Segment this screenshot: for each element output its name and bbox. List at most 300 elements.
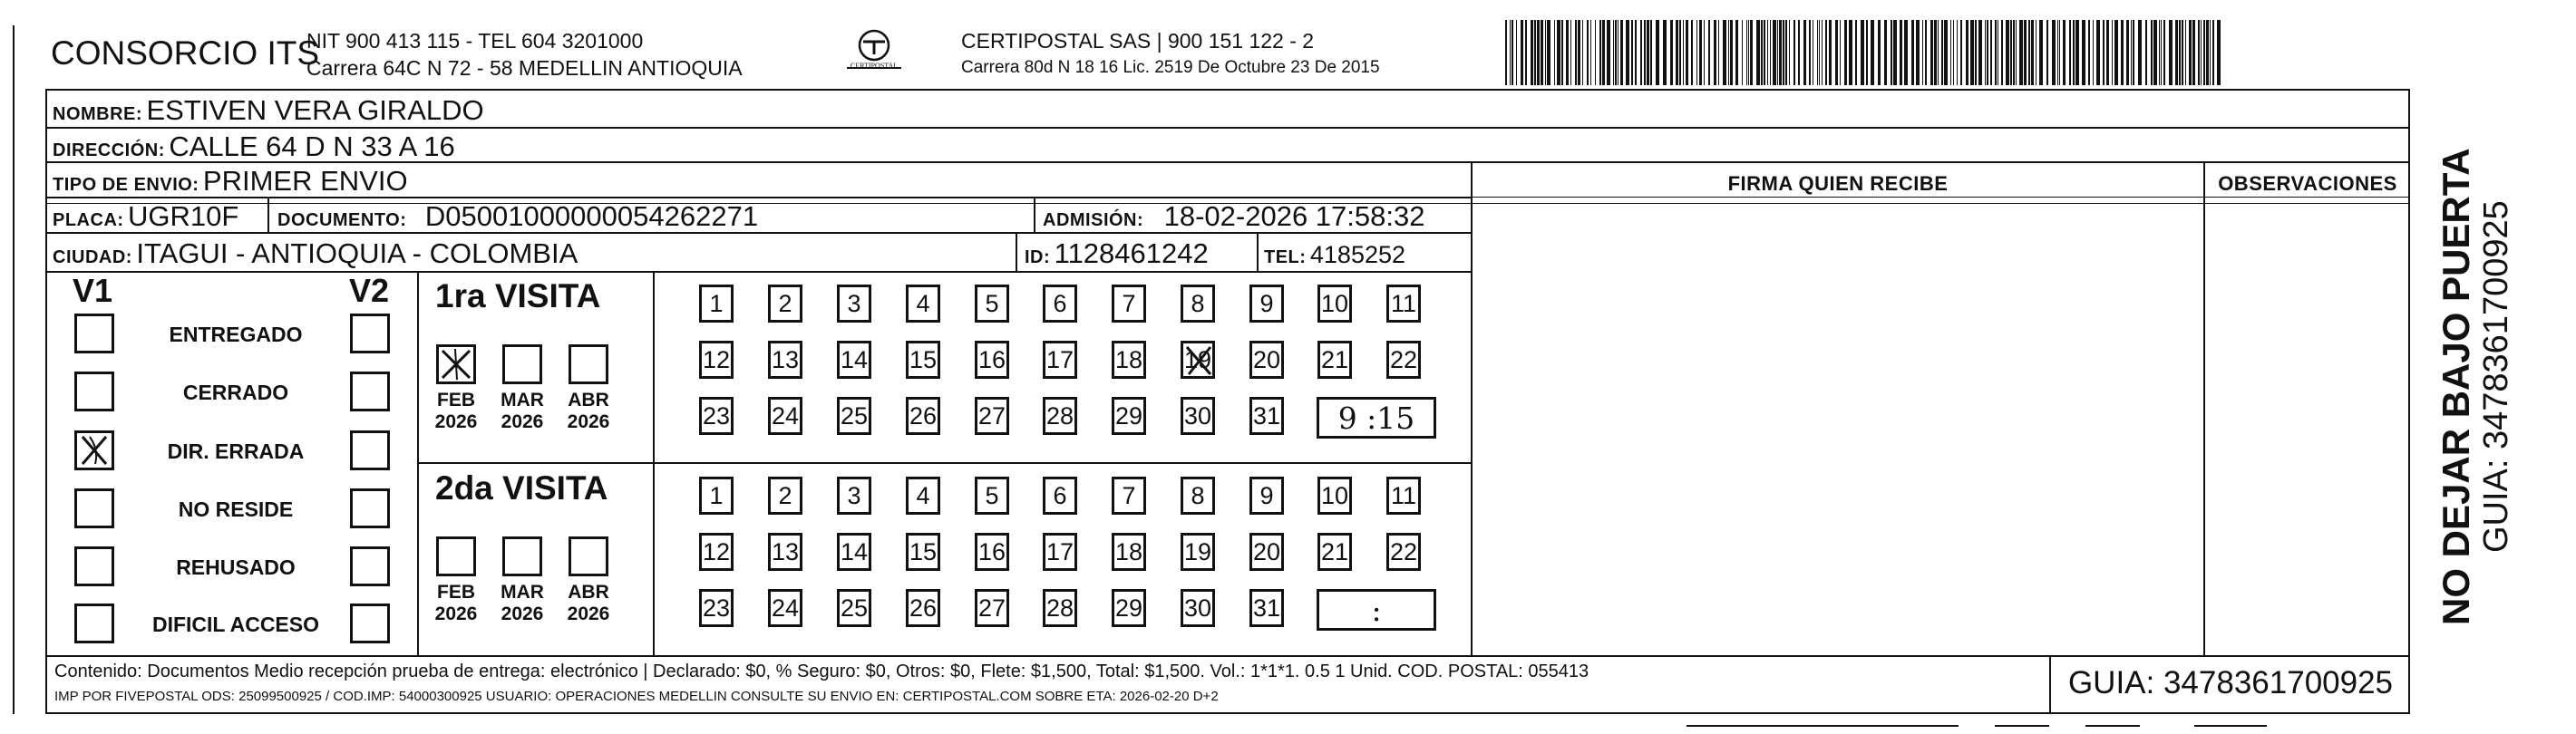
barcode-bar — [1904, 20, 1908, 85]
direccion-value: CALLE 64 D N 33 A 16 — [169, 130, 455, 162]
barcode-bar — [1521, 20, 1523, 85]
barcode-bar — [1635, 20, 1637, 85]
barcode-bar — [1510, 20, 1511, 85]
nombre-label: NOMBRE: — [53, 104, 143, 124]
barcode-bar — [1950, 20, 1951, 85]
day-label: 10 — [1320, 481, 1349, 509]
nombre-value: ESTIVEN VERA GIRALDO — [146, 94, 484, 126]
barcode-bar — [1534, 20, 1536, 85]
barcode-bar — [1817, 20, 1818, 85]
v2-checkbox[interactable] — [350, 546, 390, 586]
status-option-label: NO RESIDE — [178, 497, 294, 521]
barcode-bar — [2075, 20, 2079, 85]
col-divider — [1016, 232, 1017, 271]
day-box[interactable] — [699, 285, 734, 323]
barcode-bar — [2182, 20, 2183, 85]
day-label: 25 — [840, 401, 869, 430]
barcode-bar — [1541, 20, 1543, 85]
day-label: 2 — [778, 481, 792, 509]
day-box[interactable] — [768, 477, 802, 515]
day-box[interactable] — [837, 533, 871, 571]
v1-checkbox[interactable] — [74, 430, 114, 470]
day-box[interactable] — [1043, 589, 1077, 627]
observaciones-area[interactable] — [2207, 205, 2408, 653]
day-label: 19 — [1183, 345, 1212, 373]
day-box[interactable] — [906, 341, 940, 379]
barcode-bar — [1893, 20, 1897, 85]
day-box[interactable] — [1181, 285, 1215, 323]
barcode-bar — [1525, 20, 1527, 85]
month-label: FEB — [437, 582, 475, 603]
day-label: 26 — [909, 594, 938, 622]
day-label: 13 — [771, 345, 800, 373]
day-box[interactable] — [699, 589, 734, 627]
day-box[interactable] — [975, 533, 1009, 571]
day-label: 23 — [702, 401, 731, 430]
barcode-bar — [1531, 20, 1533, 85]
barcode-bar — [1934, 20, 1937, 85]
day-label: 1 — [709, 289, 724, 317]
barcode-bar — [1825, 20, 1827, 85]
day-label: 20 — [1252, 537, 1281, 565]
month-label: FEB — [437, 390, 475, 410]
v1-checkbox[interactable] — [74, 546, 114, 586]
barcode-bar — [1922, 20, 1923, 85]
barcode-bar — [1595, 20, 1596, 85]
month-label: MAR — [501, 582, 544, 603]
barcode-bar — [1696, 20, 1697, 85]
day-box[interactable] — [906, 397, 940, 435]
visit-time-value: : — [1371, 592, 1382, 628]
barcode — [1505, 20, 2231, 85]
barcode-bar — [2112, 20, 2113, 85]
barcode-bar — [2217, 20, 2221, 85]
barcode-bar — [1975, 20, 1977, 85]
month-year-label: 2026 — [567, 411, 610, 432]
day-box[interactable] — [906, 285, 940, 323]
company-name: CONSORCIO ITS — [51, 34, 320, 72]
day-box[interactable] — [837, 285, 871, 323]
barcode-bar — [1978, 20, 1982, 85]
documento-row — [277, 200, 758, 233]
day-box[interactable] — [975, 477, 1009, 515]
barcode-bar — [1587, 20, 1589, 85]
day-box[interactable] — [699, 477, 734, 515]
day-box[interactable] — [1249, 477, 1284, 515]
barcode-bar — [2031, 20, 2034, 85]
day-label: 14 — [840, 537, 869, 565]
day-box[interactable] — [1317, 285, 1352, 323]
day-label: 24 — [771, 401, 800, 430]
barcode-bar — [1718, 20, 1719, 85]
day-box[interactable] — [1043, 477, 1077, 515]
barcode-bar — [1679, 20, 1681, 85]
day-box[interactable] — [768, 285, 802, 323]
day-label: 17 — [1045, 537, 1074, 565]
barcode-bar — [2052, 20, 2056, 85]
ciudad-row — [53, 237, 578, 270]
tipo-label: TIPO DE ENVIO: — [53, 175, 199, 195]
day-box[interactable] — [1249, 589, 1284, 627]
month-checkbox[interactable] — [436, 536, 476, 576]
month-checkbox[interactable] — [569, 536, 608, 576]
day-box[interactable] — [837, 589, 871, 627]
barcode-bar — [1728, 20, 1729, 85]
barcode-bar — [1547, 20, 1550, 85]
day-cross-mark — [1183, 343, 1214, 384]
barcode-bar — [1590, 20, 1591, 85]
day-box[interactable] — [1112, 341, 1146, 379]
v2-checkbox[interactable] — [350, 430, 390, 470]
footer-guia: GUIA: 3478361700925 — [2067, 665, 2394, 700]
v2-checkbox[interactable] — [350, 314, 390, 353]
bottom-cut-line — [2194, 725, 2267, 727]
barcode-bar — [2069, 20, 2071, 85]
barcode-bar — [1866, 20, 1868, 85]
visit-title: 2da VISITA — [435, 469, 608, 507]
signature-area[interactable] — [1474, 205, 2202, 653]
documento-label: DOCUMENTO: — [277, 210, 407, 230]
month-label: ABR — [568, 582, 609, 603]
barcode-bar — [1578, 20, 1580, 85]
status-option-label: REHUSADO — [176, 555, 296, 579]
placa-row — [53, 200, 238, 233]
col-divider — [2203, 161, 2205, 655]
nombre-row — [53, 94, 484, 127]
col-divider — [1257, 232, 1259, 271]
barcode-bar — [1545, 20, 1546, 85]
barcode-bar — [1615, 20, 1617, 85]
barcode-bar — [1640, 20, 1642, 85]
admision-row — [1043, 200, 1424, 233]
barcode-bar — [2151, 20, 2153, 85]
barcode-bar — [2001, 20, 2003, 85]
check-mark-icon — [439, 347, 473, 381]
barcode-bar — [2133, 20, 2134, 85]
v1-checkbox[interactable] — [74, 488, 114, 528]
barcode-bar — [1607, 20, 1610, 85]
check-mark-icon — [77, 433, 112, 468]
barcode-bar — [1822, 20, 1823, 85]
v2-header: V2 — [349, 272, 390, 309]
day-label: 9 — [1259, 481, 1274, 509]
barcode-bar — [1884, 20, 1887, 85]
direccion-label: DIRECCIÓN: — [53, 140, 165, 160]
day-box[interactable] — [1249, 341, 1284, 379]
bottom-cut-line — [1687, 725, 1959, 727]
barcode-bar — [1764, 20, 1765, 85]
barcode-bar — [2016, 20, 2017, 85]
barcode-bar — [1670, 20, 1673, 85]
day-label: 25 — [840, 594, 869, 622]
placa-label: PLACA: — [53, 210, 124, 230]
direccion-row — [53, 130, 455, 163]
month-checkbox[interactable] — [569, 344, 608, 384]
barcode-bar — [1953, 20, 1954, 85]
v1-checkbox[interactable] — [74, 314, 114, 353]
day-box[interactable] — [1112, 397, 1146, 435]
day-box[interactable] — [1181, 397, 1215, 435]
barcode-bar — [1557, 20, 1560, 85]
day-label: 21 — [1320, 537, 1349, 565]
barcode-bar — [1613, 20, 1614, 85]
barcode-bar — [2024, 20, 2027, 85]
v1-checkbox[interactable] — [74, 604, 114, 643]
row-divider — [1471, 197, 2410, 198]
day-box[interactable] — [768, 341, 802, 379]
barcode-bar — [2185, 20, 2186, 85]
barcode-bar — [2073, 20, 2075, 85]
day-box[interactable] — [1112, 285, 1146, 323]
barcode-bar — [1995, 20, 1997, 85]
row-divider — [45, 271, 1473, 273]
barcode-bar — [1626, 20, 1629, 85]
barcode-bar — [2131, 20, 2132, 85]
month-year-label: 2026 — [567, 604, 610, 624]
day-label: 17 — [1045, 345, 1074, 373]
day-box[interactable] — [837, 341, 871, 379]
day-label: 19 — [1183, 537, 1212, 565]
status-option-label: CERRADO — [182, 381, 289, 404]
barcode-bar — [1683, 20, 1684, 85]
day-label: 5 — [985, 289, 999, 317]
barcode-bar — [1554, 20, 1555, 85]
ciudad-label: CIUDAD: — [53, 247, 132, 267]
day-label: 18 — [1114, 345, 1143, 373]
visit-title: 1ra VISITA — [435, 277, 601, 314]
barcode-bar — [1704, 20, 1705, 85]
barcode-bar — [2203, 20, 2205, 85]
day-box[interactable] — [1181, 589, 1215, 627]
footer-imp: IMP POR FIVEPOSTAL ODS: 25099500925 / COD.IMP: 54000300925 USUARIO: OPERACIONES MEDELLIN CONSULTE SU ENVIO EN: CERTIPOSTAL.COM SOBRE ETA: 2026-02-20 D+2 — [54, 689, 1219, 704]
barcode-bar — [2179, 20, 2181, 85]
status-option-label: DIR. ERRADA — [167, 439, 305, 463]
v2-checkbox[interactable] — [350, 488, 390, 528]
visit-time-box[interactable] — [1317, 397, 1436, 439]
tel-row — [1264, 241, 1405, 269]
day-box[interactable] — [768, 533, 802, 571]
day-box[interactable] — [1181, 477, 1215, 515]
visit-divider — [417, 462, 1473, 464]
day-label: 31 — [1252, 401, 1281, 430]
v2-checkbox[interactable] — [350, 372, 390, 411]
day-box[interactable] — [906, 533, 940, 571]
day-label: 21 — [1320, 345, 1349, 373]
barcode-bar — [1599, 20, 1601, 85]
day-box[interactable] — [1181, 533, 1215, 571]
side-guia: GUIA: 3478361700925 — [2477, 200, 2515, 553]
barcode-bar — [1699, 20, 1702, 85]
day-box[interactable] — [975, 341, 1009, 379]
barcode-bar — [2088, 20, 2090, 85]
barcode-bar — [1676, 20, 1678, 85]
barcode-bar — [2013, 20, 2015, 85]
id-row — [1025, 237, 1209, 270]
v1-checkbox[interactable] — [74, 372, 114, 411]
tipo-value: PRIMER ENVIO — [202, 165, 408, 197]
day-box[interactable] — [1386, 533, 1421, 571]
day-box[interactable] — [975, 397, 1009, 435]
barcode-bar — [1785, 20, 1787, 85]
day-box[interactable] — [837, 397, 871, 435]
day-box[interactable] — [1249, 533, 1284, 571]
day-box[interactable] — [1386, 285, 1421, 323]
barcode-bar — [1656, 20, 1659, 85]
barcode-bar — [2201, 20, 2202, 85]
day-box[interactable] — [1043, 285, 1077, 323]
day-label: 11 — [1390, 289, 1417, 317]
certipostal-logo-icon — [841, 27, 907, 82]
day-label: 26 — [909, 401, 938, 430]
day-label: 6 — [1053, 481, 1067, 509]
observaciones-header: OBSERVACIONES — [2218, 172, 2397, 195]
barcode-bar — [2212, 20, 2214, 85]
day-label: 13 — [771, 537, 800, 565]
day-box[interactable] — [1386, 341, 1421, 379]
barcode-bar — [2093, 20, 2094, 85]
status-option-label: DIFICIL ACCESO — [151, 613, 319, 636]
barcode-bar — [1777, 20, 1778, 85]
day-box[interactable] — [1317, 477, 1352, 515]
day-box[interactable] — [1043, 397, 1077, 435]
day-label: 4 — [916, 481, 930, 509]
day-box[interactable] — [1112, 533, 1146, 571]
barcode-bar — [1748, 20, 1749, 85]
day-label: 29 — [1114, 401, 1143, 430]
day-box[interactable] — [1043, 533, 1077, 571]
barcode-bar — [2106, 20, 2109, 85]
barcode-bar — [1849, 20, 1852, 85]
day-label: 22 — [1389, 345, 1418, 373]
barcode-bar — [1746, 20, 1747, 85]
admision-label: ADMISIÓN: — [1043, 210, 1144, 230]
day-box[interactable] — [975, 285, 1009, 323]
barcode-bar — [1891, 20, 1892, 85]
barcode-bar — [1835, 20, 1838, 85]
day-box[interactable] — [768, 397, 802, 435]
barcode-bar — [1960, 20, 1962, 85]
day-label: 12 — [702, 345, 731, 373]
barcode-bar — [2189, 20, 2192, 85]
tipo-row — [53, 165, 408, 198]
day-box[interactable] — [1112, 477, 1146, 515]
barcode-bar — [1561, 20, 1563, 85]
day-label: 9 — [1259, 289, 1274, 317]
barcode-bar — [2169, 20, 2173, 85]
barcode-bar — [1925, 20, 1927, 85]
day-box[interactable] — [1112, 589, 1146, 627]
day-label: 22 — [1389, 537, 1418, 565]
visit-time-box[interactable] — [1317, 589, 1436, 631]
day-box[interactable] — [1317, 341, 1352, 379]
day-label: 27 — [977, 594, 1006, 622]
logo-text: CERTIPOSTAL — [850, 62, 899, 70]
barcode-bar — [1783, 20, 1784, 85]
barcode-bar — [1844, 20, 1847, 85]
barcode-bar — [1570, 20, 1571, 85]
barcode-bar — [1987, 20, 1988, 85]
barcode-bar — [1944, 20, 1948, 85]
day-box[interactable] — [1043, 341, 1077, 379]
barcode-bar — [2059, 20, 2060, 85]
barcode-bar — [1938, 20, 1939, 85]
tel-label: TEL: — [1264, 247, 1307, 267]
barcode-bar — [1990, 20, 1992, 85]
barcode-bar — [2206, 20, 2209, 85]
day-label: 20 — [1252, 345, 1281, 373]
day-box[interactable] — [1181, 341, 1215, 379]
month-checkbox[interactable] — [502, 536, 542, 576]
barcode-bar — [2138, 20, 2142, 85]
day-box[interactable] — [699, 341, 734, 379]
barcode-bar — [1708, 20, 1710, 85]
day-box[interactable] — [1386, 477, 1421, 515]
barcode-bar — [1809, 20, 1811, 85]
barcode-bar — [1730, 20, 1733, 85]
day-label: 3 — [847, 289, 861, 317]
tel-value: 4185252 — [1309, 241, 1406, 268]
day-box[interactable] — [699, 397, 734, 435]
day-box[interactable] — [906, 589, 940, 627]
barcode-bar — [2063, 20, 2066, 85]
barcode-bar — [1618, 20, 1619, 85]
barcode-bar — [2019, 20, 2023, 85]
day-label: 18 — [1114, 537, 1143, 565]
barcode-bar — [1505, 20, 1507, 85]
day-box[interactable] — [906, 477, 940, 515]
barcode-bar — [2175, 20, 2178, 85]
col-divider — [1471, 161, 1473, 655]
barcode-bar — [1537, 20, 1540, 85]
day-label: 28 — [1045, 594, 1074, 622]
barcode-bar — [1871, 20, 1874, 85]
barcode-bar — [1900, 20, 1902, 85]
barcode-bar — [1575, 20, 1577, 85]
month-checkbox[interactable] — [502, 344, 542, 384]
day-box[interactable] — [768, 589, 802, 627]
firma-header: FIRMA QUIEN RECIBE — [1727, 172, 1949, 195]
v2-checkbox[interactable] — [350, 604, 390, 643]
barcode-bar — [1750, 20, 1753, 85]
barcode-bar — [2103, 20, 2105, 85]
month-checkbox[interactable] — [436, 344, 476, 384]
day-box[interactable] — [975, 589, 1009, 627]
day-box[interactable] — [837, 477, 871, 515]
day-label: 31 — [1252, 594, 1281, 622]
day-box[interactable] — [1249, 397, 1284, 435]
day-label: 8 — [1191, 289, 1205, 317]
barcode-bar — [1793, 20, 1795, 85]
row-divider — [45, 127, 2410, 129]
barcode-bar — [1803, 20, 1806, 85]
id-value: 1128461242 — [1054, 237, 1209, 269]
barcode-bar — [1916, 20, 1920, 85]
day-box[interactable] — [699, 533, 734, 571]
day-label: 5 — [985, 481, 999, 509]
day-box[interactable] — [1249, 285, 1284, 323]
id-label: ID: — [1025, 247, 1051, 267]
barcode-bar — [1878, 20, 1881, 85]
barcode-bar — [1756, 20, 1760, 85]
day-label: 15 — [909, 345, 938, 373]
barcode-bar — [1840, 20, 1841, 85]
ciudad-value: ITAGUI - ANTIOQUIA - COLOMBIA — [136, 237, 578, 269]
barcode-bar — [1582, 20, 1583, 85]
barcode-bar — [1798, 20, 1800, 85]
day-box[interactable] — [1317, 533, 1352, 571]
barcode-bar — [1789, 20, 1790, 85]
day-label: 11 — [1390, 481, 1417, 509]
